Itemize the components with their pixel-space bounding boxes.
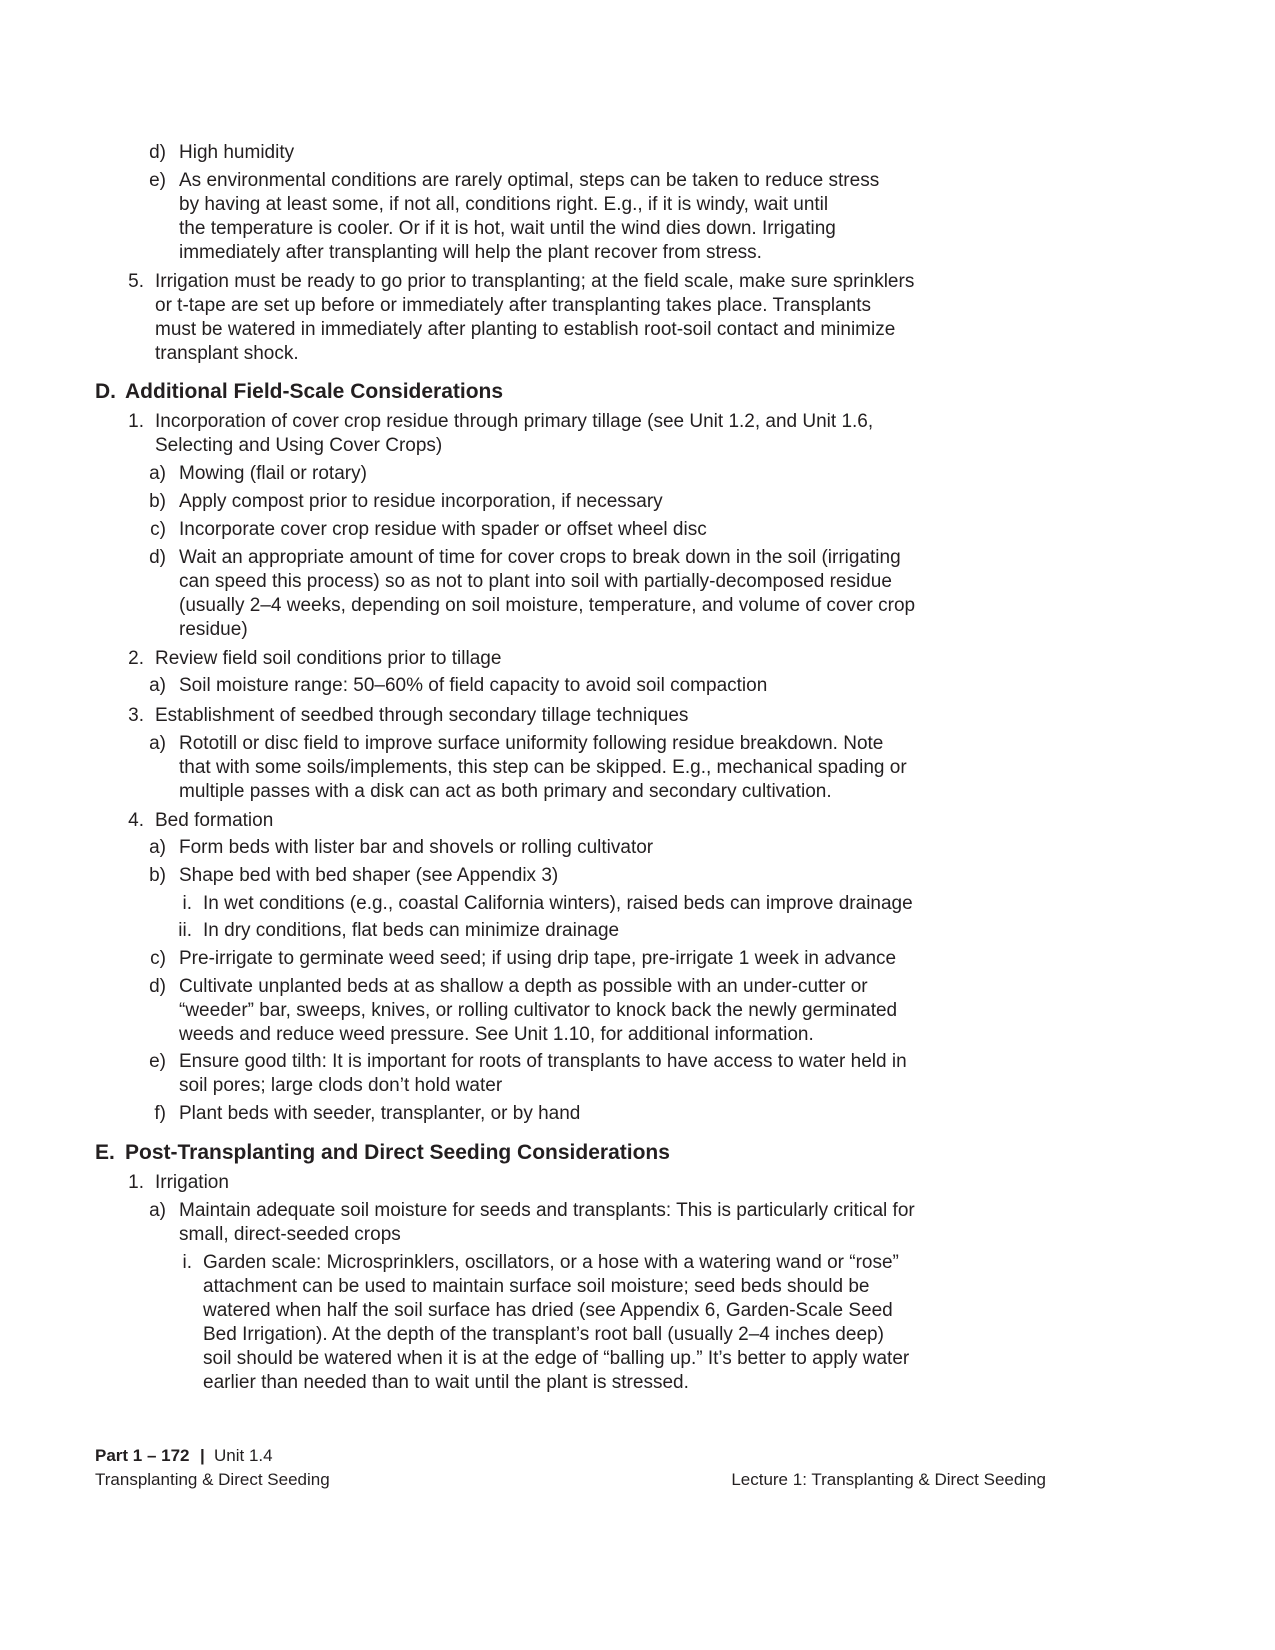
footer-part: Part 1 – 172 [95,1446,190,1465]
list-item-text: Establishment of seedbed through secondary tillage techniques [155,705,689,726]
item-label: 1. [128,1172,144,1193]
list-item-text: In wet conditions (e.g., coastal California winters), raised beds can improve drainage [203,893,913,914]
list-item-text: attachment can be used to maintain surface soil moisture; seed beds should be [203,1276,870,1297]
item-label: 5. [128,271,144,292]
list-item-text: soil should be watered when it is at the edge of “balling up.” It’s better to apply water [203,1348,910,1369]
item-label: 2. [128,648,144,669]
item-label: a) [149,675,166,696]
list-item-text: that with some soils/implements, this step can be skipped. E.g., mechanical spading or [179,757,907,778]
item-label: b) [149,865,166,886]
list-item-text: by having at least some, if not all, conditions right. E.g., if it is windy, wait until [179,194,829,215]
list-item-text: Rototill or disc field to improve surface uniformity following residue breakdown. Note [179,733,884,754]
section-e-label: E. [95,1141,115,1164]
list-item-text: Pre-irrigate to germinate weed seed; if using drip tape, pre-irrigate 1 week in advance [179,948,897,969]
list-item-text: Ensure good tilth: It is important for roots of transplants to have access to water held in [179,1051,907,1072]
item-label: 1. [128,411,144,432]
item-label: e) [149,1051,166,1072]
list-item-text: Garden scale: Microsprinklers, oscillators, or a hose with a watering wand or “rose” [203,1252,899,1273]
list-item-text: (usually 2–4 weeks, depending on soil moisture, temperature, and volume of cover crop [179,595,916,616]
item-label: a) [149,1200,166,1221]
list-item-text: the temperature is cooler. Or if it is hot, wait until the wind dies down. Irrigating [179,218,836,239]
list-item-text: Shape bed with bed shaper (see Appendix 3) [179,865,559,886]
section-d-label: D. [95,380,116,403]
item-label: i. [182,1252,192,1273]
list-item-text: multiple passes with a disk can act as both primary and secondary cultivation. [179,781,832,802]
list-item-text: “weeder” bar, sweeps, knives, or rolling cultivator to knock back the newly germinated [179,1000,898,1021]
list-item-text: immediately after transplanting will help the plant recover from stress. [179,242,762,263]
footer-separator: | [200,1446,205,1465]
list-item-text: or t-tape are set up before or immediately after transplanting takes place. Transplants [155,295,872,316]
list-item-text: Bed Irrigation). At the depth of the transplant’s root ball (usually 2–4 inches deep) [203,1324,884,1345]
list-item-text: Incorporate cover crop residue with spader or offset wheel disc [179,519,707,540]
item-label: 4. [128,810,144,831]
item-label: c) [150,948,166,969]
item-label: a) [149,837,166,858]
list-item-text: watered when half the soil surface has dried (see Appendix 6, Garden-Scale Seed [203,1300,893,1321]
list-item-text: Mowing (flail or rotary) [179,463,367,484]
list-item-text: Irrigation [155,1172,229,1193]
footer-lecture-title: Lecture 1: Transplanting & Direct Seeding [731,1470,1046,1489]
list-item-text: Apply compost prior to residue incorporation, if necessary [179,491,663,512]
item-label: a) [149,733,166,754]
item-label: f) [154,1103,166,1124]
list-item-text: small, direct-seeded crops [179,1224,401,1245]
list-item-text: weeds and reduce weed pressure. See Unit 1.10, for additional information. [179,1024,814,1045]
list-item-text: Wait an appropriate amount of time for cover crops to break down in the soil (irrigating [179,547,901,568]
item-label: d) [149,547,166,568]
item-label: c) [150,519,166,540]
section-e-title: Post-Transplanting and Direct Seeding Considerations [125,1141,670,1164]
footer-unit-title: Transplanting & Direct Seeding [95,1470,330,1489]
list-item-text: transplant shock. [155,343,299,364]
item-label: i. [182,893,192,914]
list-item-text: Review field soil conditions prior to tillage [155,648,502,669]
list-item-text: earlier than needed than to wait until the plant is stressed. [203,1372,689,1393]
list-item-text: residue) [179,619,248,640]
list-item-text: Selecting and Using Cover Crops) [155,435,443,456]
list-item-text: As environmental conditions are rarely optimal, steps can be taken to reduce stress [179,170,880,191]
item-label: 3. [128,705,144,726]
list-item-text: In dry conditions, flat beds can minimize drainage [203,920,620,941]
list-item-text: can speed this process) so as not to plant into soil with partially-decomposed residue [179,571,892,592]
list-item-text: Maintain adequate soil moisture for seeds and transplants: This is particularly critical for [179,1200,915,1221]
footer-unit: Unit 1.4 [214,1446,273,1465]
list-item-text: Bed formation [155,810,274,831]
section-d-title: Additional Field-Scale Considerations [125,380,504,403]
item-label: d) [149,142,166,163]
item-label: ii. [178,920,192,941]
item-label: e) [149,170,166,191]
list-item-text: Form beds with lister bar and shovels or rolling cultivator [179,837,654,858]
list-item-text: Soil moisture range: 50–60% of field capacity to avoid soil compaction [179,675,768,696]
list-item-text: Incorporation of cover crop residue through primary tillage (see Unit 1.2, and Unit 1.6, [155,411,874,432]
list-item-text: must be watered in immediately after planting to establish root-soil contact and minimize [155,319,896,340]
list-item-text: Irrigation must be ready to go prior to transplanting; at the field scale, make sure sprinklers [155,271,915,292]
item-label: a) [149,463,166,484]
item-label: d) [149,976,166,997]
list-item-text: Plant beds with seeder, transplanter, or by hand [179,1103,581,1124]
list-item-text: soil pores; large clods don’t hold water [179,1075,503,1096]
list-item-text: Cultivate unplanted beds at as shallow a depth as possible with an under-cutter or [179,976,868,997]
item-label: b) [149,491,166,512]
list-item-text: High humidity [179,142,295,163]
